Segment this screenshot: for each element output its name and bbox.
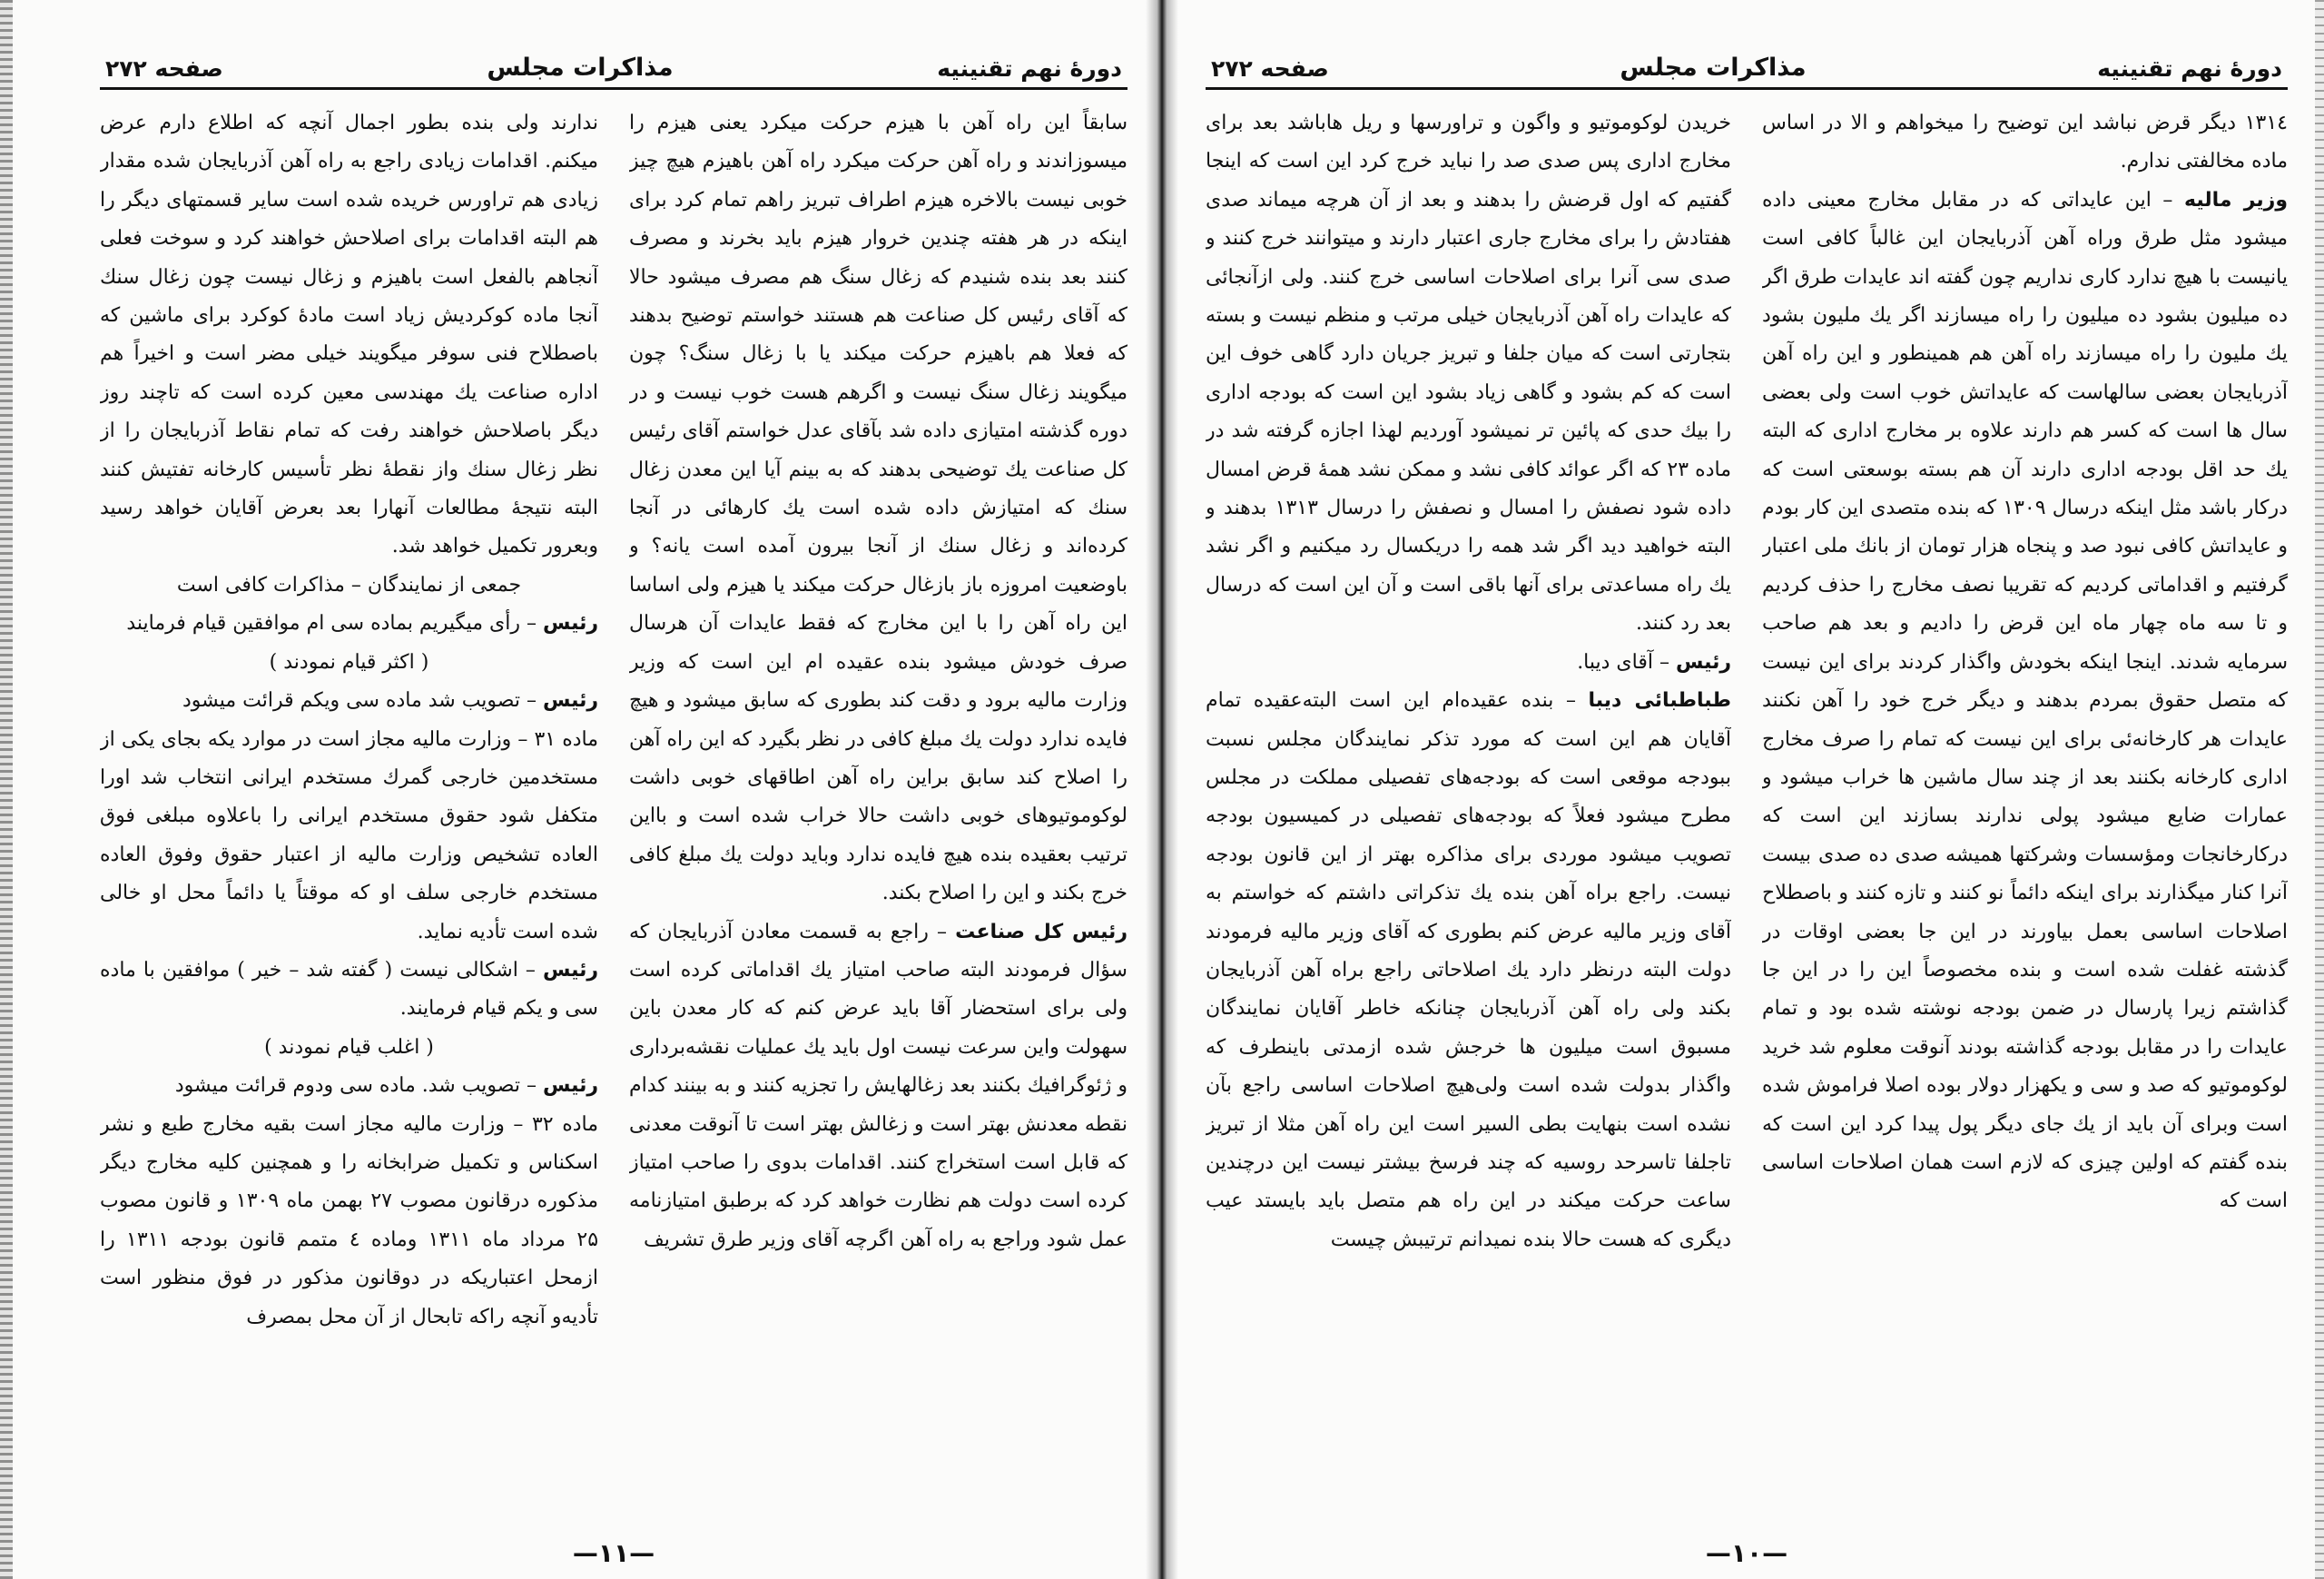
speaker-name: وزیر مالیه <box>2184 188 2288 212</box>
speaker-name: رئیس کل صناعت <box>955 920 1128 943</box>
vote-note: ( اکثر قیام نمودند ) <box>269 650 429 674</box>
body-paragraph: ۱۳۱٤ دیگر قرض نباشد این توضیح را میخواهم و الا در اساس ماده مخالفتی ندارم. <box>1762 112 2288 173</box>
speech-text: – بنده عقیده‌ام این است البته‌عقیده تمام آقایان هم این است که مورد تذکر نمایندگان مجلس نسبت ببودجه موقعی است که بودجه‌های تفصیلی مملکت در مجلس مطرح میشود فعلاً که بودجه‌های تفصیلی در کمیسیون بودجه تصویب میشود موردی برای مذاکره بهتر از این قانون بودجه نیست. راجع براه آهن بنده یك تذکراتی داشتم که خواستم به آقای وزیر مالیه عرض کنم بطوری که آقای وزیر مالیه فرمودند دولت البته درنظر دارد یك اصلاحاتی راجع براه آهن آذربایجان بکند ولی راه آهن آذربایجان چنانکه خاطر آقایان نمایندگان مسبوق است میلیون ها خرجش شده ازمدتی باینطرف که واگذار بدولت شده است ولی‌هیچ اصلاحات اساسی راجع بآن نشده است بنهایت بطی السیر است این راه آهن مثلا از تبریز تاجلفا تاسرحد روسیه که چند فرسخ بیشتر نیست این درچندین ساعت حرکت میکند در این راه هم متصل باید بایستد عیب دیگری که هست حالا بنده نمیدانم ترتیبش چیست <box>1206 689 1731 1251</box>
speech-text: – رأی میگیریم بماده سی ام موافقین قیام فرمایند <box>126 612 543 636</box>
left-page-header <box>100 45 1128 90</box>
right-page-number: —۱۰— <box>1705 1538 1788 1568</box>
vote-note: جمعی از نمایندگان – مذاکرات کافی است <box>176 573 522 597</box>
speech-paragraph <box>1762 182 2288 1221</box>
left-page-number: —۱۱— <box>572 1538 655 1568</box>
speech-text: – تصویب شد. ماده سی ودوم قرائت میشود <box>174 1074 543 1098</box>
body-paragraph: ندارند ولی بنده بطور اجمال آنچه که اطلاع دارم عرض میکنم. اقدامات زیادی راجع به راه آهن آذربایجان شده مقدار زیادی هم تراورس خریده شده است سایر قسمتهای دیگر را هم البته اقدامات برای اصلاحش خواهند کرد و سوخت فعلی آنجاهم بالفعل است باهیزم و زغال نیست چون زغال سنك آنجا ماده کوکردیش زیاد است مادهٔ کوکرد برای ماشین که باصطلاح فنی سوفر میگویند خیلی مضر است و اخیراً هم اداره صناعت یك مهندسی معین کرده است که تاچند روز دیگر باصلاحش خواهند رفت که تمام نقاط آذربایجان را از نظر زغال سنك واز نقطهٔ نظر تأسیس کارخانه تفتیش کنند البته نتیجهٔ مطالعات آنهارا بعد بعرض آقایان خواهد رسید وبعرور تکمیل خواهد شد. <box>100 112 598 558</box>
right-page-columns <box>1206 104 2288 1516</box>
speaker-name: رئیس <box>542 1074 598 1098</box>
speech-text: – آقای دیبا. <box>1577 650 1676 674</box>
body-paragraph: ماده ۳۲ – وزارت مالیه مجاز است بقیه مخارج طبع و نشر اسکناس و تکمیل ضرابخانه را و همچنین کلیه مخارج دیگر مذکوره درقانون مصوب ۲۷ بهمن ماه ۱۳۰۹ و قانون مصوب ۲۵ مرداد ماه ۱۳۱۱ وماده ٤ متمم قانون بودجه ۱۳۱۱ را ازمحل اعتباریکه در دوقانون مذکور در فوق منظور است تأدیه‌و آنچه راکه تابحال از آن محل بمصرف <box>100 1112 598 1328</box>
body-paragraph: سابقاً این راه آهن با هیزم حرکت میکرد یعنی هیزم را میسوزاندند و راه آهن حرکت میکرد راه آهن باهیزم هیچ چیز خوبی نیست بالاخره هیزم اطراف تبریز راهم تمام کرد برای اینکه در هر هفته چندین خروار هیزم باید بخرند و مصرف کنند بعد بنده شنیدم که زغال سنگ هم مصرف میشود حالا که آقای رئیس کل صناعت هم هستند خواستم توضیح بدهند که فعلا هم باهیزم حرکت میکند یا با زغال سنگ؟ چون میگویند زغال سنگ نیست و اگرهم هست خوب نیست و در دوره گذشته امتیازی داده شد بآقای عدل خواستم آقای رئیس کل صناعت یك توضیحی بدهند که به بینم آیا این معدن زغال سنك که امتیازش داده شده است یك کارهائی در آنجا کرده‌اند و زغال سنك از آنجا بیرون آمده است یانه؟ و باوضعیت امروزه باز بازغال حرکت میکند یا هیزم ولی اساسا این راه آهن را با این مخارج که فقط عایدات آن هرسال صرف خودش میشود بنده عقیده ام این است که وزیر وزارت مالیه برود و دقت کند بطوری که سابق میشود و هیچ فایده ندارد دولت یك مبلغ کافی در نظر بگیرد که این راه آهن را اصلاح کند سابق براین راه آهن اطاقهای خوبی داشت لوکوموتیوهای خوبی داشت حالا خراب شده است و بااین ترتیب بعقیده بنده هیچ فایده ندارد وباید دولت یك مبلغ کافی خرج بکند و این را اصلاح بکند. <box>629 112 1128 905</box>
right-header-page-label: صفحه ۲۷۲ <box>1211 55 1329 82</box>
speaker-name: رئیس <box>1675 650 1731 674</box>
right-header-title: مذاکرات مجلس <box>1620 54 1807 82</box>
speech-text: – اشکالی نیست ( گفته شد – خیر ) موافقین با ماده سی و یکم قیام فرمایند. <box>100 958 598 1021</box>
vote-note: ( اغلب قیام نمودند ) <box>264 1035 434 1059</box>
speech-paragraph <box>629 913 1128 1260</box>
right-page-column-left <box>1206 104 1731 1516</box>
speaker-name: رئیس <box>542 958 598 982</box>
speech-paragraph <box>100 605 598 643</box>
speech-text: – راجع به قسمت معادن آذربایجان که سؤال فرمودند البته صاحب امتیاز یك اقداماتی کرده است ولی برای استحضار آقا باید عرض کنم که کار معدن باین سهولت واین سرعت نیست اول باید یك عملیات نقشه‌برداری و ژئوگرافیك بکنند بعد زغالهایش را تجزیه کنند و به بینند کدام نقطه معدنش بهتر است و زغالش بهتر است تا آنوقت معدنی که قابل است استخراج کنند. اقدامات بدوی را صاحب امتیاز کرده است دولت هم نظارت خواهد کرد که برطبق امتیازنامه عمل شود وراجع به راه آهن اگرچه آقای وزیر طرق تشریف <box>629 920 1128 1251</box>
left-page-columns <box>100 104 1128 1516</box>
speech-text: – تصویب شد ماده سی ویکم قرائت میشود <box>182 689 543 713</box>
book-gutter <box>1146 0 1178 1579</box>
left-page <box>0 0 1146 1579</box>
page-edge-right <box>2315 0 2324 1579</box>
left-header-title: مذاکرات مجلس <box>487 54 674 82</box>
speech-paragraph <box>1206 682 1731 1259</box>
left-page-column-left <box>100 104 598 1516</box>
speaker-name: طباطبائی دیبا <box>1588 689 1731 713</box>
left-header-session: دورهٔ نهم تقنینیه <box>937 55 1122 82</box>
speech-text: – این عایداتی که در مقابل مخارج معینی داده میشود مثل طرق وراه آهن آذربایجان این غالباً کافی است یانیست با هیچ ندارد کاری نداریم چون گفته اند عایدات طرق اگر ده میلیون بشود ده میلیون را راه میسازند اگر یك ملیون بشود یك ملیون را راه میسازند راه آهن هم همینطور و این راه آهن آذربایجان بعضی سالهاست که عایداتش خوب است ولی بعضی سال ها است که کسر هم دارند علاوه بر مخارج اداری که البته یك حد اقل بودجه اداری دارند آن هم بسته بوسعتی است که درکار باشد مثل اینکه درسال ۱۳۰۹ که بنده متصدی این کار بودم و عایداتش کافی نبود صد و پنجاه هزار تومان از بانك ملی اعتبار گرفتیم و اقداماتی کردیم که تقریبا نصف مخارج را حذف کردیم و تا سه ماه چهار ماه این قرض را دادیم و بعد هم صاحب سرمایه شدند. اینجا اینکه بخودش واگذار کردند برای این نیست که متصل حقوق بمردم بدهند و دیگر خرج خود را آهن نکنند عایدات هر کارخانه‌ئی برای این نیست که تمام را صرف مخارج اداری کارخانه بکنند بعد از چند سال ماشین ها خراب میشود و عمارات ضایع میشود پولی ندارند بسازند این است که درکارخانجات ومؤسسات وشرکتها همیشه صدی ده صدی بیست آنرا کنار میگذارند برای اینکه دائماً نو کنند و تازه کنند و باصطلاح اصلاحات اساسی بعمل بیاورند در این جا بعضی اوقات در گذشته غفلت شده است و بنده مخصوصاً این را در این جا گذاشتم زیرا پارسال در ضمن بودجه نوشته شده بود و تمام عایدات را در مقابل بودجه گذاشته بودند آنوقت معلوم شد خرید لوکوموتیو که صد و سی و یکهزار دولار بوده اصلا فراموش شده است وبرای آن باید از یك جای دیگر پول پیدا کرد این است که بنده گفتم که اولین چیزی که لازم است همان اصلاحات اساسی است که <box>1762 188 2288 1213</box>
right-header-session: دورهٔ نهم تقنینیه <box>2097 55 2282 82</box>
left-page-column-right <box>629 104 1128 1516</box>
body-paragraph: خریدن لوکوموتیو و واگون و تراورسها و ریل هاباشد بعد برای مخارج اداری پس صدی صد را نباید خرج کرد این است که اینجا گفتیم که اول قرضش را بدهند و بعد از آن هرچه میماند صدی هفتادش را برای مخارج جاری اعتبار دارند و میتوانند خرج کنند و صدی سی آنرا برای اصلاحات اساسی خرج کنند. ولی ازآنجائی که عایدات راه آهن آذربایجان خیلی مرتب و منظم نیست و بسته بتجارتی است که میان جلفا و تبریز جریان دارد گاهی خوف این است که کم بشود و گاهی زیاد بشود این است که بودجه اداری را بیك حدی که پائین تر نمیشود آوردیم لهذا اجازه گرفته شد در ماده ۲۳ که اگر عوائد کافی نشد و ممکن نشد همهٔ قرض امسال داده شود نصفش را امسال و نصفش را درسال ۱۳۱۳ بدهند و البته خواهید دید اگر شد همه را دریکسال رد میکنیم و اگر نشد یك راه مساعدتی برای آنها باقی است و آن این است که درسال بعد رد کنند. <box>1206 112 1731 636</box>
left-header-page-label: صفحه ۲۷۲ <box>105 55 223 82</box>
speaker-name: رئیس <box>542 689 598 713</box>
body-paragraph: ماده ۳۱ – وزارت مالیه مجاز است در موارد یکه بجای یکی از مستخدمین خارجی گمرك مستخدم ایرانی انتخاب‌ شد اورا متکفل شود حقوق مستخدم ایرانی را باعلاوه مبلغی فوق العاده تشخیص وزارت مالیه از اعتبار حقوق وفوق العاده مستخدم خارجی سلف او که موقتاً یا دائماً محل او خالی شده است تأدیه نماید. <box>100 727 598 943</box>
right-page-header <box>1206 45 2288 90</box>
right-page <box>1178 0 2324 1579</box>
speech-paragraph <box>1206 644 1731 682</box>
speaker-name: رئیس <box>542 612 598 636</box>
right-page-column-right <box>1762 104 2288 1516</box>
speech-paragraph <box>100 952 598 1029</box>
speech-paragraph <box>100 682 598 720</box>
speech-paragraph <box>100 1067 598 1105</box>
